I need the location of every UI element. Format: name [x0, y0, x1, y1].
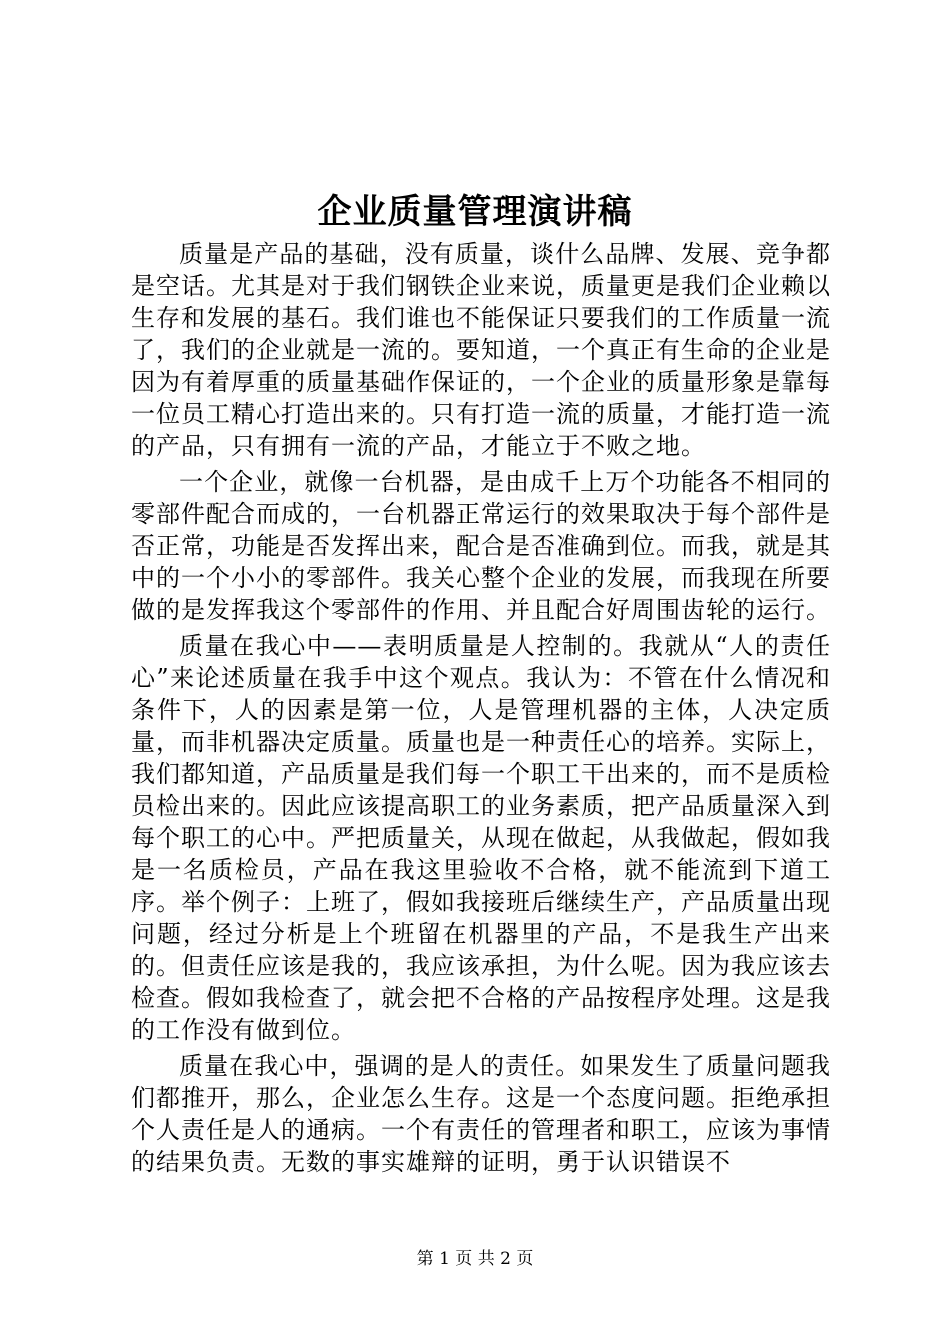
paragraph: 质量在我心中，强调的是人的责任。如果发生了质量问题我们都推开，那么，企业怎么生存。这是一个态度问题。拒绝承担个人责任是人的通病。一个有责任的管理者和职工，应该为事情的结果负责。无数的事实雄辩的证明，勇于认识错误不 — [131, 1052, 831, 1176]
document-body — [131, 238, 831, 1182]
paragraph: 质量在我心中——表明质量是人控制的。我就从“人的责任心”来论述质量在我手中这个观点。我认为：不管在什么情况和条件下，人的因素是第一位，人是管理机器的主体，人决定质量，而非机器决定质量。质量也是一种责任心的培养。实际上，我们都知道，产品质量是我们每一个职工干出来的，而不是质检员检出来的。因此应该提高职工的业务素质，把产品质量深入到每个职工的心中。严把质量关，从现在做起，从我做起，假如我是一名质检员，产品在我这里验收不合格，就不能流到下道工序。举个例子：上班了，假如我接班后继续生产，产品质量出现问题，经过分析是上个班留在机器里的产品，不是我生产出来的。但责任应该是我的，我应该承担，为什么呢。因为我应该去检查。假如我检查了，就会把不合格的产品按程序处理。这是我的工作没有做到位。 — [131, 632, 831, 1044]
page-number-footer: 第 1 页 共 2 页 — [416, 1249, 534, 1269]
document-title: 企业质量管理演讲稿 — [317, 192, 633, 232]
paragraph: 质量是产品的基础，没有质量，谈什么品牌、发展、竞争都是空话。尤其是对于我们钢铁企业来说，质量更是我们企业赖以生存和发展的基石。我们谁也不能保证只要我们的工作质量一流了，我们的企业就是一流的。要知道，一个真正有生命的企业是因为有着厚重的质量基础作保证的，一个企业的质量形象是靠每一位员工精心打造出来的。只有打造一流的质量，才能打造一流的产品，只有拥有一流的产品，才能立于不败之地。 — [131, 240, 831, 460]
paragraph: 一个企业，就像一台机器，是由成千上万个功能各不相同的零部件配合而成的，一台机器正常运行的效果取决于每个部件是否正常，功能是否发挥出来，配合是否准确到位。而我，就是其中的一个小小的零部件。我关心整个企业的发展，而我现在所要做的是发挥我这个零部件的作用、并且配合好周围齿轮的运行。 — [131, 468, 831, 624]
